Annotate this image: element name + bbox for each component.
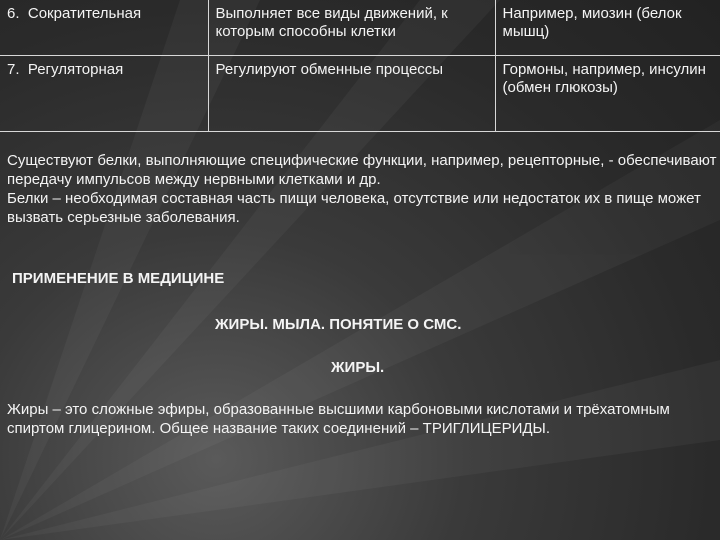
function-name: Сократительная bbox=[27, 5, 142, 22]
fats-soaps-heading: ЖИРЫ. МЫЛА. ПОНЯТИЕ О СМС. bbox=[215, 316, 462, 333]
receptor-sentence: Существуют белки, выполняющие специфические функции, например, рецепторные, - обеспечивают передачу импульсов между нервными клетками и др. bbox=[7, 152, 717, 188]
proteins-paragraph bbox=[7, 151, 717, 227]
example-cell: Гормоны, например, инсулин (обмен глюкозы) bbox=[495, 56, 720, 132]
function-cell bbox=[0, 0, 208, 56]
description-cell: Регулируют обменные процессы bbox=[208, 56, 495, 132]
row-number: 7. bbox=[7, 61, 20, 78]
medicine-heading: ПРИМЕНЕНИЕ В МЕДИЦИНЕ bbox=[12, 270, 225, 287]
table-row bbox=[0, 0, 720, 56]
example-cell: Например, миозин (белок мышц) bbox=[495, 0, 720, 56]
description-cell: Выполняет все виды движений, к которым способны клетки bbox=[208, 0, 495, 56]
nutrition-sentence: Белки – необходимая составная часть пищи человека, отсутствие или недостаток их в пище может вызвать серьезные заболевания. bbox=[7, 190, 701, 226]
fats-paragraph: Жиры – это сложные эфиры, образованные высшими карбоновыми кислотами и трёхатомным спиртом глицерином. Общее название таких соединений – ТРИГЛИЦЕРИДЫ. bbox=[7, 401, 670, 437]
table-row bbox=[0, 56, 720, 132]
row-number: 6. bbox=[7, 5, 20, 22]
function-cell bbox=[0, 56, 208, 132]
fats-heading: ЖИРЫ. bbox=[331, 359, 385, 376]
protein-functions-table bbox=[0, 0, 720, 132]
function-name: Регуляторная bbox=[27, 61, 124, 78]
